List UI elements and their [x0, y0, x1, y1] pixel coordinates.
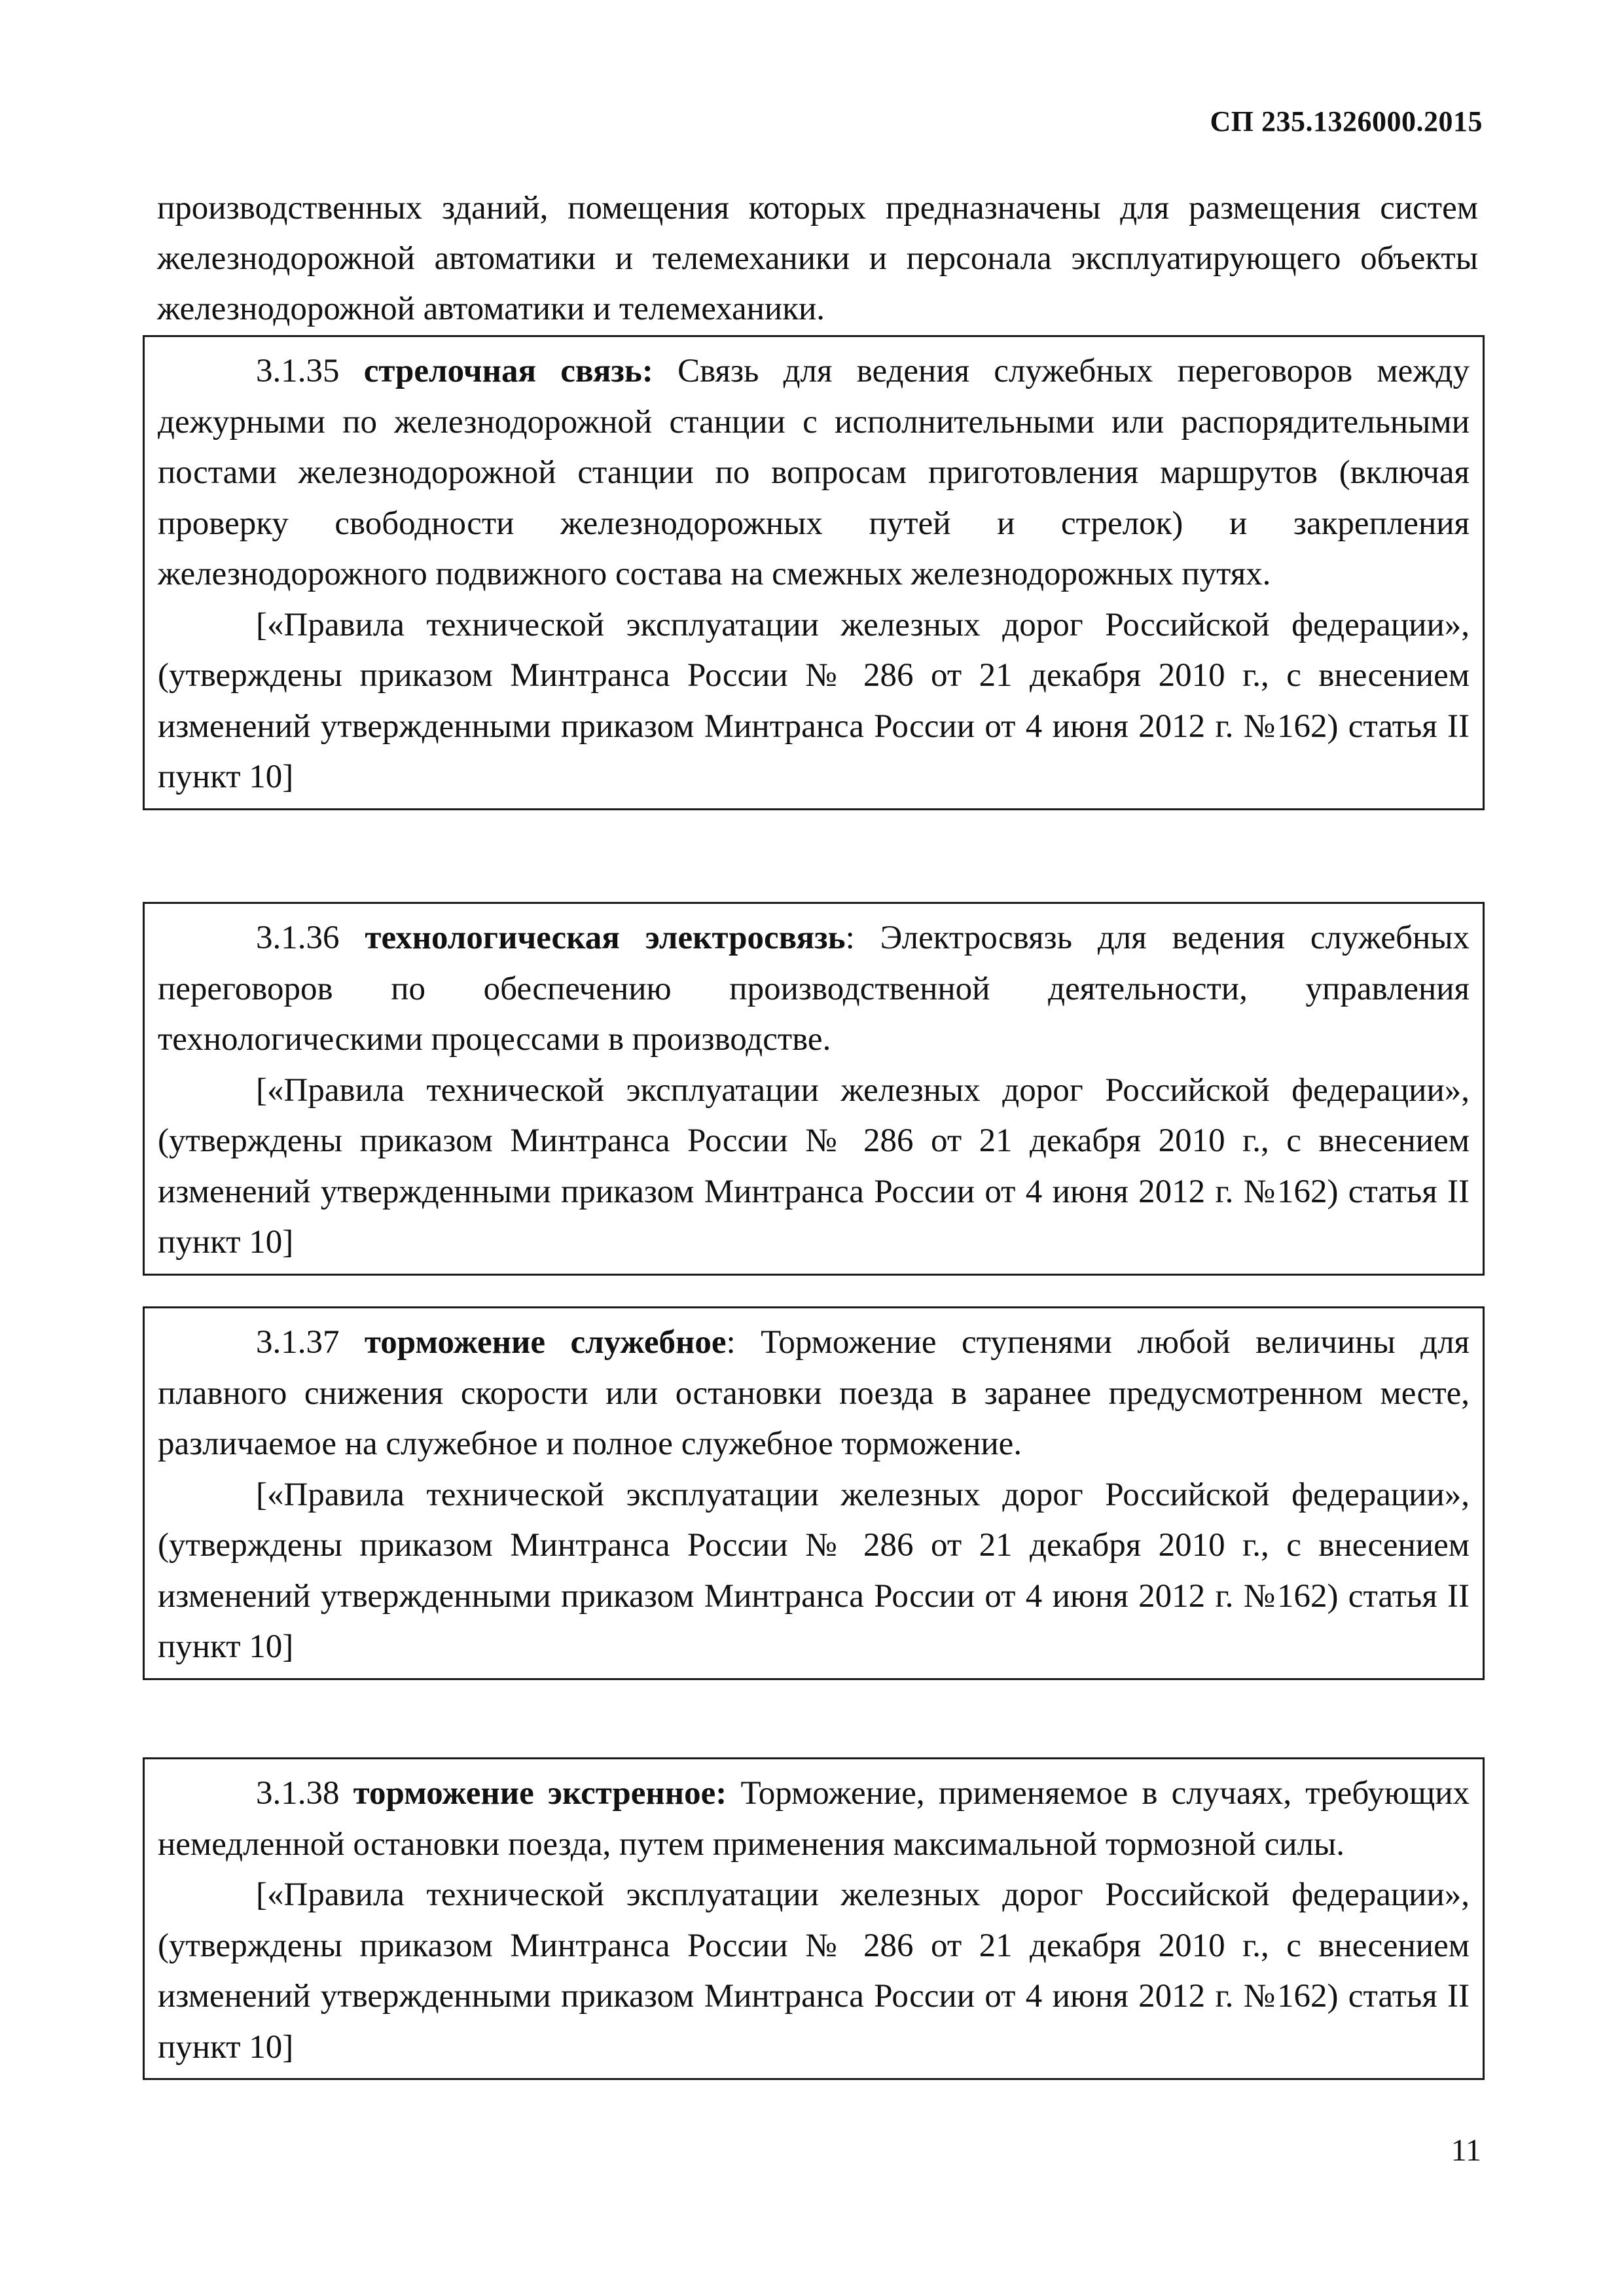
term-number: 3.1.37	[256, 1324, 340, 1361]
term-definition-paragraph	[158, 913, 1470, 1066]
term-definition: : Электросвязь для ведения служебных переговоров по обеспечению производственной деятельности, управления технологическими процессами в производстве.	[158, 920, 1470, 1058]
document-code-header: СП 235.1326000.2015	[1210, 105, 1483, 137]
term-box-3-1-35	[143, 335, 1485, 810]
term-definition-paragraph	[158, 1318, 1470, 1470]
term-number: 3.1.35	[256, 353, 340, 389]
term-definition-paragraph	[158, 346, 1470, 600]
term-definition-paragraph	[158, 1768, 1470, 1870]
term-reference: [«Правила технической эксплуатации железных дорог Российской федерации», (утверждены приказом Минтранса России № 286 от 21 декабря 2010 г., с внесением изменений утвержденными приказом Минтранса России от 4 июня 2012 г. №162) статья II пункт 10]	[158, 1476, 1470, 1665]
term-reference: [«Правила технической эксплуатации железных дорог Российской федерации», (утверждены приказом Минтранса России № 286 от 21 декабря 2010 г., с внесением изменений утвержденными приказом Минтранса России от 4 июня 2012 г. №162) статья II пункт 10]	[158, 1876, 1470, 2066]
term-box-3-1-37	[143, 1306, 1485, 1680]
page-number: 11	[1451, 2133, 1481, 2168]
term-definition: Торможение, применяемое в случаях, требующих немедленной остановки поезда, путем применения максимальной тормозной силы.	[158, 1775, 1470, 1863]
term-number: 3.1.36	[256, 920, 340, 956]
term-definition: : Торможение ступенями любой величины для плавного снижения скорости или остановки поезда в заранее предусмотренном месте, различаемое на служебное и полное служебное торможение.	[158, 1324, 1470, 1462]
term-box-3-1-38	[143, 1757, 1485, 2080]
term-box-3-1-36	[143, 902, 1485, 1276]
term-number: 3.1.38	[256, 1775, 340, 1812]
term-name: торможение служебное	[364, 1324, 727, 1361]
term-name: стрелочная связь:	[363, 353, 653, 389]
term-name: торможение экстренное:	[353, 1775, 727, 1812]
term-reference: [«Правила технической эксплуатации железных дорог Российской федерации», (утверждены приказом Минтранса России № 286 от 21 декабря 2010 г., с внесением изменений утвержденными приказом Минтранса России от 4 июня 2012 г. №162) статья II пункт 10]	[158, 1071, 1470, 1261]
term-definition: Связь для ведения служебных переговоров между дежурными по железнодорожной станции с исполнительными или распорядительными постами железнодорожной станции по вопросам приготовления маршрутов (включая проверку свободности железнодорожных путей и стрелок) и закрепления железнодорожного подвижного состава на смежных железнодорожных путях.	[158, 353, 1470, 592]
term-reference: [«Правила технической эксплуатации железных дорог Российской федерации», (утверждены приказом Минтранса России № 286 от 21 декабря 2010 г., с внесением изменений утвержденными приказом Минтранса России от 4 июня 2012 г. №162) статья II пункт 10]	[158, 606, 1470, 795]
term-name: технологическая электросвязь	[365, 920, 846, 956]
intro-paragraph: производственных зданий, помещения которых предназначены для размещения систем железнодорожной автоматики и телемеханики и персонала эксплуатирующего объекты железнодорожной автоматики и телемеханики.	[157, 190, 1478, 327]
